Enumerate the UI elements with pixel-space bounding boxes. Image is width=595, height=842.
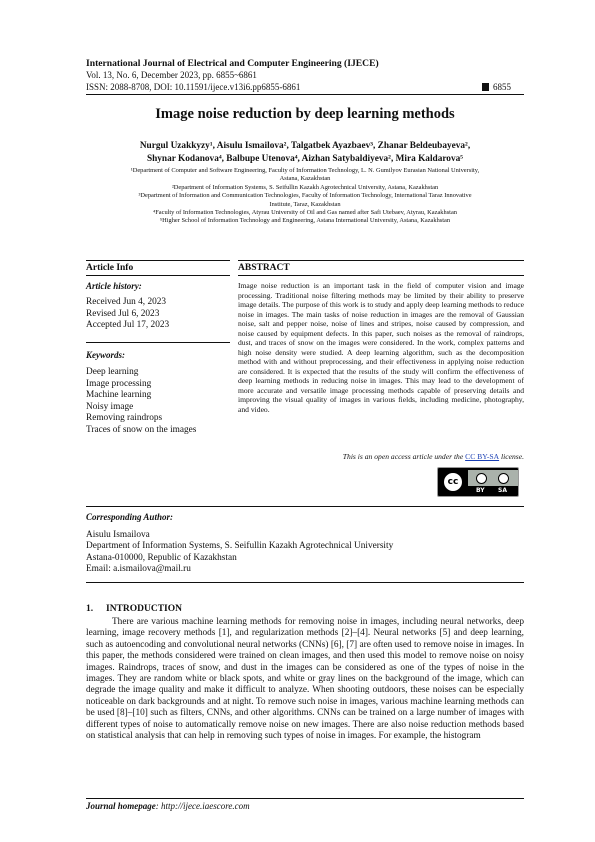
affiliation-line: Astana, Kazakhstan xyxy=(279,175,331,183)
abstract-text: Image noise reduction is an important task in the field of computer vision and image processing. Traditional noise filtering methods may be limited by their ability to preserve image details. The purpose of this work is to study and apply deep learning methods to reduce noise in images. The main tasks of noise reduction in images are the removal of Gaussian noise, salt and pepper noise, noise of lines and stripes, noise caused by compression, and noise caused by equipment defects. In this paper, such noises as the removal of raindrops, dust, and traces of snow on the images were considered. In the work, complex patterns and high noise density were studied. A deep learning algorithm, such as the decomposition method with and without preprocessing, and their effectiveness in applying noise reduction are considered. It is expected that the results of the study will confirm the effectiveness of deep learning methods in reducing noise in images. This may lead to the development of more accurate and versatile image processing methods capable of preserving details and improving the visual quality of images in various fields, including medicine, photography, and video. xyxy=(238,281,524,414)
share-alike-icon xyxy=(498,473,509,484)
affiliation-line: ¹Department of Computer and Software Engineering, Faculty of Information Technology, L. N. Gumilyov Eurasian National University, xyxy=(130,167,480,174)
person-icon xyxy=(476,473,487,484)
corresponding-author-details xyxy=(86,530,393,576)
section-title: INTRODUCTION xyxy=(106,604,183,614)
author-list xyxy=(86,140,524,165)
affiliation-line: ³Department of Information and Communication Technologies, Faculty of Information Technology, International Taraz Innovative xyxy=(138,192,472,200)
sa-label: SA xyxy=(498,487,507,494)
keyword: Deep learning xyxy=(86,367,139,377)
header-rule xyxy=(86,94,524,95)
keyword: Machine learning xyxy=(86,390,152,400)
journal-homepage xyxy=(86,801,250,811)
abstract-top-rule xyxy=(238,260,524,261)
accepted-date: Accepted Jul 17, 2023 xyxy=(86,320,170,330)
corresponding-author-label: Corresponding Author: xyxy=(86,512,173,522)
keyword: Traces of snow on the images xyxy=(86,424,197,435)
corresponding-name: Aisulu Ismailova xyxy=(86,530,150,540)
keyword: Removing raindrops xyxy=(86,413,163,423)
footer-rule xyxy=(86,798,524,799)
book-icon xyxy=(482,83,489,91)
corresponding-email: Email: a.ismailova@mail.ru xyxy=(86,564,191,575)
license-link[interactable]: CC BY-SA xyxy=(465,452,500,461)
section-heading xyxy=(86,604,182,614)
open-access-note xyxy=(238,452,524,461)
info-top-rule xyxy=(86,260,230,261)
by-label: BY xyxy=(476,487,485,494)
issn-doi: ISSN: 2088-8708, DOI: 10.11591/ijece.v13i6.pp6855-6861 xyxy=(86,82,301,92)
cc-icon-panel xyxy=(468,470,518,486)
cc-icon: cc xyxy=(442,471,464,493)
keyword: Image processing xyxy=(86,378,152,389)
open-access-suffix: license. xyxy=(499,452,524,461)
author-line-1: Nurgul Uzakkyzy¹, Aisulu Ismailova², Talgatbek Ayazbaev³, Zhanar Beldeubayeva², xyxy=(139,141,471,151)
introduction-paragraph: There are various machine learning methods for removing noise in images, including neural networks, deep learning, image recovery methods [1], and regularization methods [2]–[4]. Neural networks [5] and deep learning, such as autoencoding and convolutional neural networks (CNNs) [6], [7] are often used to remove noise in images. In this paper, the methods considered were trained on clean images, and then used this model to remove noise on noisy images. Raindrops, traces of snow, and dust in the images can be considered as one of the types of noise in the images. They are random white or black spots, and white or gray lines on the background of the image, which can degrade the image quality and make it difficult to analyze. When shooting outdoors, these noises can be especially noticeable on dark backgrounds and at night. To remove such noise in images, various machine learning methods can be used [8]–[10] such as filters, CNNs, and other algorithms. CNNs can be trained on a large number of images with different types of noise to automatically remove noise on new images. There are also noise reduction methods based on statistical analysis that can help in removing such types of noise in images. For example, the histogram xyxy=(86,617,524,742)
affiliation-line: ²Department of Information Systems, S. Seifullin Kazakh Agrotechnical University, Astana, Kazakhstan xyxy=(171,183,439,191)
info-mid-rule xyxy=(86,342,230,343)
keywords-label: Keywords: xyxy=(86,350,125,360)
open-access-prefix: This is an open access article under the xyxy=(342,452,466,461)
article-dates xyxy=(86,297,230,332)
received-date: Received Jun 4, 2023 xyxy=(86,297,167,307)
author-line-2: Shynar Kodanova⁴, Balbupe Utenova⁴, Aizhan Satybaldiyeva², Mira Kaldarova⁵ xyxy=(146,153,464,164)
revised-date: Revised Jul 6, 2023 xyxy=(86,308,160,319)
affiliation-line: ⁴Faculty of Information Technologies, Atyrau University of Oil and Gas named after Safi Utebaev, Atyrau, Kazakhstan xyxy=(152,209,457,217)
corresponding-address: Astana-010000, Republic of Kazakhstan xyxy=(86,552,237,563)
homepage-url[interactable]: : http://ijece.iaescore.com xyxy=(155,801,250,811)
abstract-heading: ABSTRACT xyxy=(238,263,290,273)
cc-license-badge[interactable] xyxy=(437,467,519,497)
keyword-list xyxy=(86,367,230,436)
keyword: Noisy image xyxy=(86,401,134,412)
bottom-info-rule xyxy=(86,582,524,583)
affiliations xyxy=(86,167,524,226)
paper-title: Image noise reduction by deep learning methods xyxy=(155,106,455,122)
info-heading-rule xyxy=(86,275,230,276)
affiliation-line: Institute, Taraz, Kazakhstan xyxy=(269,200,341,208)
article-history-label: Article history: xyxy=(86,281,142,291)
volume-info: Vol. 13, No. 6, December 2023, pp. 6855~6861 xyxy=(86,70,257,80)
introduction-body xyxy=(86,617,524,742)
journal-name: International Journal of Electrical and Computer Engineering (IJECE) xyxy=(86,58,379,69)
page-number: 6855 xyxy=(493,82,511,92)
affiliation-line: ⁵Higher School of Information Technology and Engineering, Astana International University, Astana, Kazakhstan xyxy=(159,217,451,225)
homepage-label: Journal homepage xyxy=(86,801,156,811)
corresponding-rule xyxy=(86,506,524,507)
article-info-heading: Article Info xyxy=(86,263,134,273)
corresponding-dept: Department of Information Systems, S. Seifullin Kazakh Agrotechnical University xyxy=(86,541,394,552)
section-number: 1. xyxy=(86,604,94,614)
abstract-heading-rule xyxy=(238,275,524,276)
